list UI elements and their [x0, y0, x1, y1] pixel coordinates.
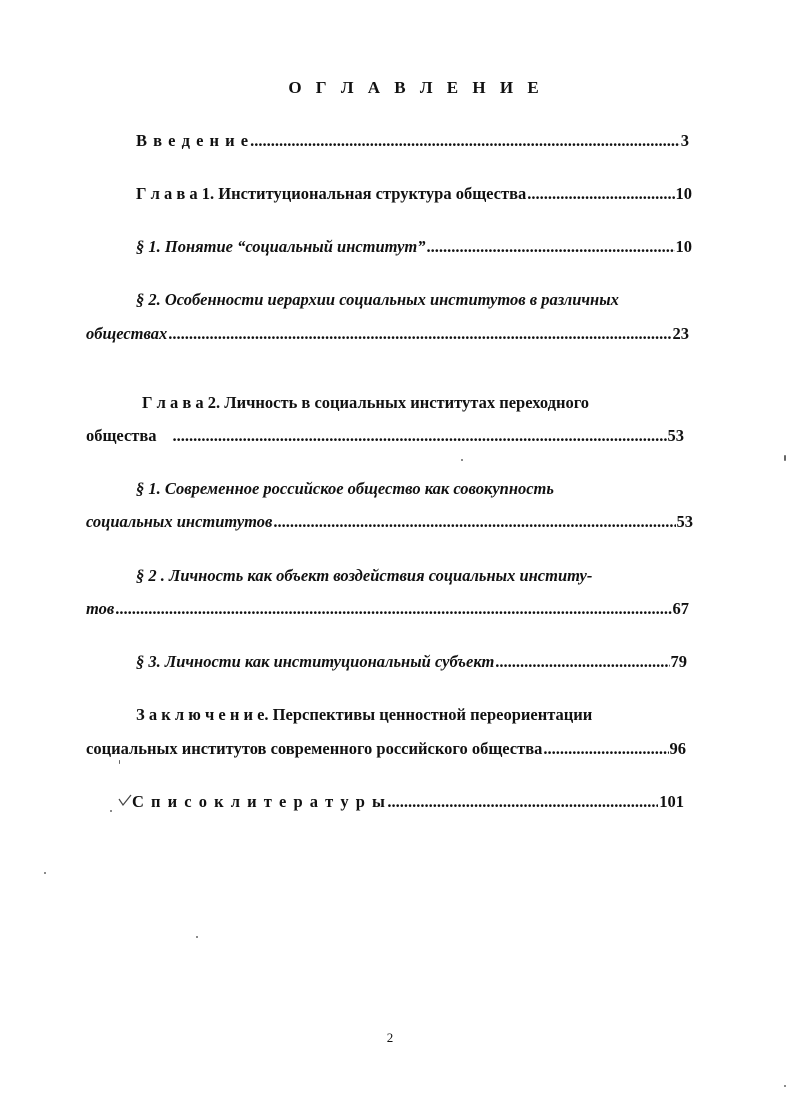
toc-entry-ch1-section-2: [86, 324, 689, 344]
scan-speck: [784, 455, 786, 461]
toc-entry-page: 53: [676, 512, 693, 531]
toc-leader-dots: [168, 324, 671, 344]
toc-entry-page: 101: [659, 792, 684, 811]
toc-entry-ch2-section-2: [86, 599, 689, 619]
scan-speck: [461, 459, 463, 461]
toc-leader-dots: [387, 792, 658, 812]
toc-entry-chapter-2: [86, 426, 684, 446]
toc-leader-dots: [527, 184, 674, 204]
pen-check-mark-icon: [118, 793, 132, 807]
toc-entry-title: Г л а в а 1. Институциональная структура общества: [136, 184, 527, 203]
toc-entry-introduction: [136, 131, 689, 151]
scan-speck: [110, 810, 112, 812]
toc-entry-page: 53: [667, 426, 684, 445]
toc-leader-dots: [173, 426, 667, 446]
toc-entry-title: обществах: [86, 324, 168, 343]
toc-entry-chapter-2-line1: Г л а в а 2. Личность в социальных институтах переходного: [142, 393, 590, 412]
toc-entry-conclusion-line1: З а к л ю ч е н и е. Перспективы ценностной переориентации: [136, 705, 593, 724]
scan-speck: [44, 872, 46, 874]
toc-entry-title: социальных институтов современного российского общества: [86, 739, 543, 758]
toc-entry-title: В в е д е н и е: [136, 131, 250, 150]
scan-speck: [119, 760, 120, 764]
toc-entry-page: 3: [680, 131, 689, 150]
toc-entry-bibliography: [132, 792, 684, 812]
toc-entry-page: 10: [675, 184, 692, 203]
scan-speck: [784, 1085, 786, 1087]
toc-entry-page: 96: [669, 739, 686, 758]
toc-entry-page: 67: [672, 599, 689, 618]
toc-leader-dots: [115, 599, 671, 619]
toc-entry-chapter-1: [136, 184, 692, 204]
toc-entry-page: 79: [670, 652, 687, 671]
toc-entry-ch1-section-2-line1: § 2. Особенности иерархии социальных институтов в различных: [136, 290, 619, 309]
toc-entry-ch1-section-1: [136, 237, 692, 257]
toc-entry-title: § 1. Понятие “социальный институт”: [136, 237, 426, 256]
toc-entry-title: общества: [86, 426, 157, 445]
toc-leader-dots: [250, 131, 680, 151]
toc-entry-title: тов: [86, 599, 115, 618]
toc-entry-title: С п и с о к л и т е р а т у р ы: [132, 792, 387, 811]
toc-entry-title: социальных институтов: [86, 512, 273, 531]
toc-leader-dots: [427, 237, 675, 257]
toc-entry-page: 23: [672, 324, 689, 343]
toc-entry-title: § 3. Личности как институциональный субъект: [136, 652, 495, 671]
toc-entry-ch2-section-3: [136, 652, 687, 672]
toc-leader-dots: [495, 652, 669, 672]
page-title: О Г Л А В Л Е Н И Е: [288, 78, 544, 97]
toc-entry-conclusion: [86, 739, 686, 759]
scan-speck: [196, 936, 198, 938]
page-number: 2: [386, 1030, 394, 1045]
toc-leader-dots: [543, 739, 668, 759]
toc-entry-ch2-section-1-line1: § 1. Современное российское общество как совокупность: [136, 479, 554, 498]
toc-entry-page: 10: [675, 237, 692, 256]
toc-entry-ch2-section-1: [86, 512, 693, 532]
toc-leader-dots: [273, 512, 675, 532]
toc-entry-ch2-section-2-line1: § 2 . Личность как объект воздействия социальных институ-: [136, 566, 593, 585]
